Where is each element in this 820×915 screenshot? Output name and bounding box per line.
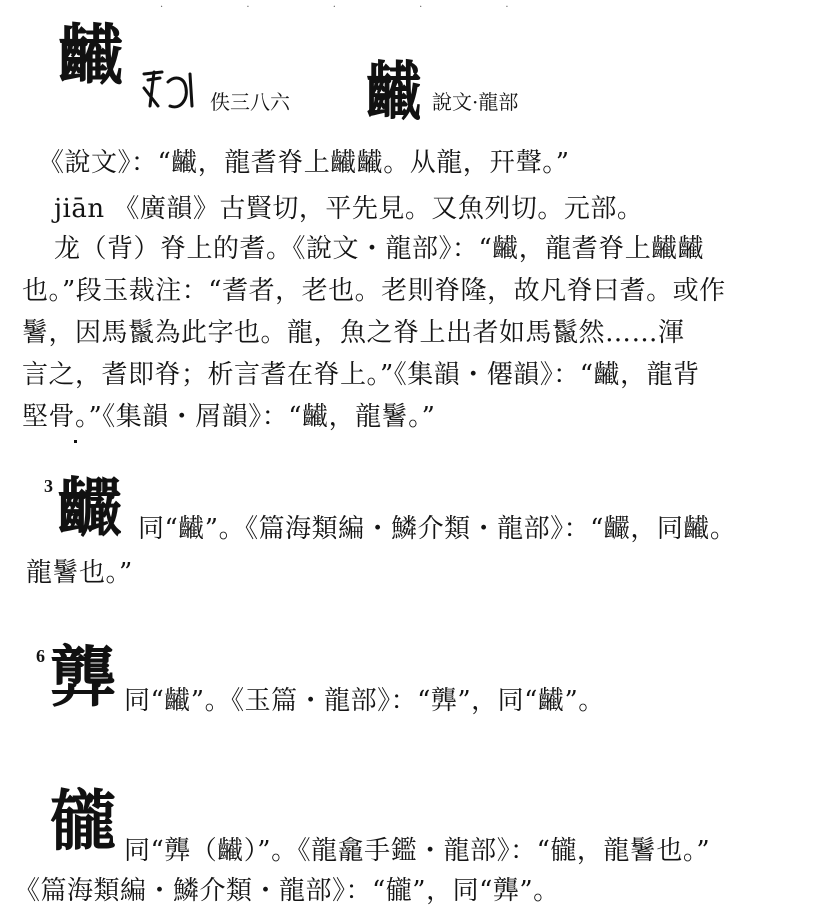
entry1-line-7: 堅骨。”《集韻・屑韻》：“䶪，龍鬐。” (22, 402, 436, 432)
headword-3: 龏 (50, 638, 116, 716)
scan-specks: · · · · · (160, 2, 549, 13)
seal-script-glyph: 䶪 (366, 54, 422, 130)
headword-4: 龓 (50, 782, 116, 860)
stroke-count-3: 6 (36, 646, 45, 666)
headword-2: 䶫 (58, 471, 122, 546)
entry1-line-5: 鬐，因馬鬣為此字也。龍，魚之脊上出者如馬鬣然……渾 (22, 318, 685, 348)
entry1-line-1: 《說文》：“䶪，龍耆脊上䶪䶪。从龍，幵聲。” (38, 148, 570, 178)
entry4-line-1: 同“龏（䶪）”。《龍龕手鑑・龍部》：“龓，龍鬐也。” (124, 836, 711, 866)
headword-1: 䶪 (58, 16, 124, 94)
entry2-line-2: 龍鬐也。” (26, 558, 133, 588)
stroke-count-2: 3 (44, 476, 53, 496)
entry3-line-1: 同“䶪”。《玉篇・龍部》：“龏”，同“䶪”。 (124, 686, 605, 716)
entry2-line-1: 同“䶪”。《篇海類編・鱗介類・龍部》：“䶫，同䶪。 (138, 514, 737, 544)
seal-source: 說文·龍部 (432, 90, 519, 114)
oracle-bone-glyph (140, 66, 202, 114)
scan-dot (74, 440, 77, 443)
entry1-line-6: 言之，耆即脊；析言耆在脊上。”《集韻・僊韻》：“䶪，龍背 (22, 360, 700, 390)
entry1-line-4: 也。”段玉裁注：“耆者，老也。老則脊隆，故凡脊曰耆。或作 (22, 276, 726, 306)
entry4-line-2: 《篇海類編・鱗介類・龍部》：“龓”，同“龏”。 (14, 876, 560, 906)
entry1-line-3: 龙（背）脊上的耆。《說文・龍部》：“䶪，龍耆脊上䶪䶪 (54, 234, 705, 264)
entry1-line-2: jiān 《廣韻》古賢切，平先見。又魚列切。元部。 (54, 194, 644, 224)
oracle-source: 佚三八六 (210, 90, 290, 114)
